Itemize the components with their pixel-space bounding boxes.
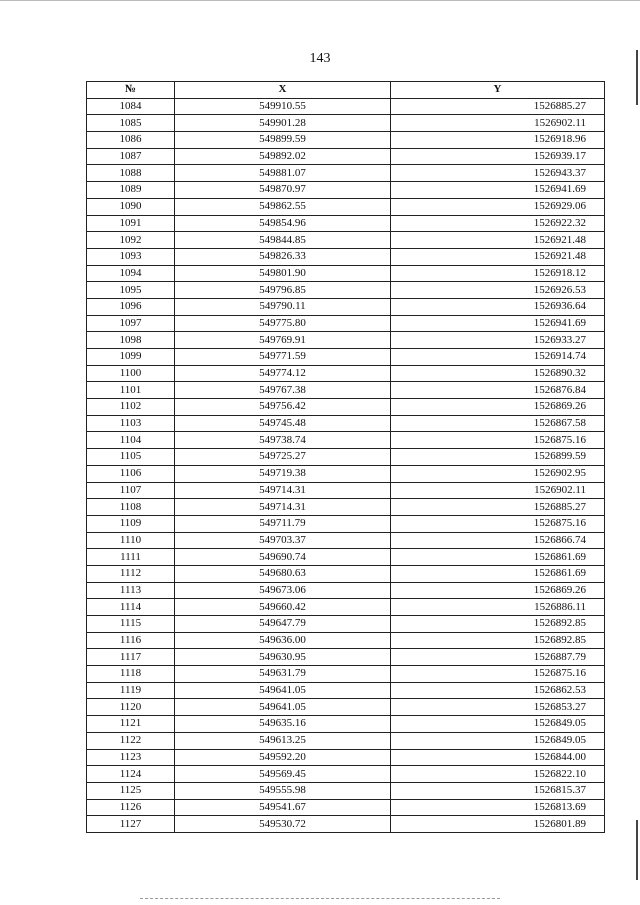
- cell-number: 1117: [87, 649, 175, 666]
- table-row: [87, 298, 605, 315]
- table-row: [87, 449, 605, 466]
- cell-x: 549641.05: [175, 699, 391, 716]
- cell-number: 1086: [87, 132, 175, 149]
- cell-y: 1526861.69: [391, 565, 605, 582]
- cell-y: 1526801.89: [391, 816, 605, 833]
- table-row: [87, 315, 605, 332]
- cell-y: 1526869.26: [391, 582, 605, 599]
- cell-y: 1526822.10: [391, 766, 605, 783]
- cell-y: 1526933.27: [391, 332, 605, 349]
- cell-number: 1106: [87, 465, 175, 482]
- cell-x: 549899.59: [175, 132, 391, 149]
- cell-y: 1526813.69: [391, 799, 605, 816]
- cell-number: 1114: [87, 599, 175, 616]
- cell-x: 549769.91: [175, 332, 391, 349]
- cell-y: 1526929.06: [391, 198, 605, 215]
- cell-number: 1103: [87, 415, 175, 432]
- cell-x: 549870.97: [175, 182, 391, 199]
- cell-number: 1127: [87, 816, 175, 833]
- cell-number: 1101: [87, 382, 175, 399]
- table-row: [87, 332, 605, 349]
- table-row: [87, 632, 605, 649]
- cell-number: 1118: [87, 666, 175, 683]
- cell-x: 549592.20: [175, 749, 391, 766]
- cell-number: 1116: [87, 632, 175, 649]
- table-row: [87, 248, 605, 265]
- cell-x: 549844.85: [175, 232, 391, 249]
- cell-x: 549801.90: [175, 265, 391, 282]
- cell-x: 549636.00: [175, 632, 391, 649]
- table-row: [87, 98, 605, 115]
- cell-y: 1526887.79: [391, 649, 605, 666]
- cell-x: 549680.63: [175, 565, 391, 582]
- table-row: [87, 482, 605, 499]
- table-row: [87, 649, 605, 666]
- cell-x: 549647.79: [175, 616, 391, 633]
- cell-y: 1526861.69: [391, 549, 605, 566]
- cell-number: 1113: [87, 582, 175, 599]
- cell-y: 1526849.05: [391, 716, 605, 733]
- cell-x: 549690.74: [175, 549, 391, 566]
- cell-y: 1526918.12: [391, 265, 605, 282]
- cell-y: 1526844.00: [391, 749, 605, 766]
- table-row: [87, 148, 605, 165]
- cell-x: 549641.05: [175, 682, 391, 699]
- cell-number: 1091: [87, 215, 175, 232]
- cell-number: 1126: [87, 799, 175, 816]
- cell-y: 1526853.27: [391, 699, 605, 716]
- cell-y: 1526815.37: [391, 782, 605, 799]
- table-row: [87, 399, 605, 416]
- cell-x: 549635.16: [175, 716, 391, 733]
- table-row: [87, 766, 605, 783]
- table-row: [87, 132, 605, 149]
- cell-y: 1526892.85: [391, 616, 605, 633]
- header-x: X: [175, 82, 391, 99]
- cell-number: 1122: [87, 732, 175, 749]
- cell-x: 549541.67: [175, 799, 391, 816]
- bottom-scan-artifact: [140, 898, 500, 899]
- table-row: [87, 349, 605, 366]
- cell-number: 1110: [87, 532, 175, 549]
- cell-x: 549630.95: [175, 649, 391, 666]
- table-header-row: [87, 82, 605, 99]
- cell-number: 1107: [87, 482, 175, 499]
- cell-number: 1119: [87, 682, 175, 699]
- cell-y: 1526875.16: [391, 666, 605, 683]
- cell-number: 1097: [87, 315, 175, 332]
- cell-number: 1105: [87, 449, 175, 466]
- cell-x: 549631.79: [175, 666, 391, 683]
- table-row: [87, 666, 605, 683]
- page-number: 143: [309, 51, 331, 66]
- table-row: [87, 782, 605, 799]
- table-row: [87, 465, 605, 482]
- cell-number: 1120: [87, 699, 175, 716]
- cell-y: 1526914.74: [391, 349, 605, 366]
- cell-number: 1094: [87, 265, 175, 282]
- cell-number: 1111: [87, 549, 175, 566]
- cell-x: 549714.31: [175, 482, 391, 499]
- table-row: [87, 549, 605, 566]
- cell-y: 1526902.11: [391, 482, 605, 499]
- table-row: [87, 716, 605, 733]
- cell-x: 549790.11: [175, 298, 391, 315]
- table-row: [87, 682, 605, 699]
- table-row: [87, 165, 605, 182]
- cell-y: 1526939.17: [391, 148, 605, 165]
- cell-x: 549826.33: [175, 248, 391, 265]
- cell-x: 549756.42: [175, 399, 391, 416]
- cell-y: 1526862.53: [391, 682, 605, 699]
- cell-y: 1526902.11: [391, 115, 605, 132]
- table-row: [87, 749, 605, 766]
- table-row: [87, 415, 605, 432]
- cell-number: 1121: [87, 716, 175, 733]
- cell-y: 1526926.53: [391, 282, 605, 299]
- cell-x: 549703.37: [175, 532, 391, 549]
- cell-number: 1089: [87, 182, 175, 199]
- cell-number: 1124: [87, 766, 175, 783]
- cell-number: 1125: [87, 782, 175, 799]
- cell-x: 549862.55: [175, 198, 391, 215]
- cell-number: 1098: [87, 332, 175, 349]
- cell-number: 1099: [87, 349, 175, 366]
- cell-y: 1526941.69: [391, 182, 605, 199]
- table-row: [87, 732, 605, 749]
- table-row: [87, 365, 605, 382]
- table-row: [87, 699, 605, 716]
- cell-x: 549910.55: [175, 98, 391, 115]
- cell-number: 1108: [87, 499, 175, 516]
- cell-number: 1088: [87, 165, 175, 182]
- table-row: [87, 499, 605, 516]
- cell-y: 1526922.32: [391, 215, 605, 232]
- table-body: [87, 98, 605, 832]
- cell-x: 549530.72: [175, 816, 391, 833]
- cell-number: 1104: [87, 432, 175, 449]
- cell-x: 549771.59: [175, 349, 391, 366]
- scan-edge-mark: [636, 820, 638, 880]
- cell-number: 1115: [87, 616, 175, 633]
- cell-y: 1526876.84: [391, 382, 605, 399]
- cell-y: 1526902.95: [391, 465, 605, 482]
- cell-x: 549767.38: [175, 382, 391, 399]
- table-row: [87, 515, 605, 532]
- coordinates-table: [86, 81, 605, 833]
- cell-y: 1526886.11: [391, 599, 605, 616]
- cell-y: 1526899.59: [391, 449, 605, 466]
- table-row: [87, 282, 605, 299]
- cell-number: 1085: [87, 115, 175, 132]
- cell-number: 1123: [87, 749, 175, 766]
- table-row: [87, 232, 605, 249]
- cell-x: 549719.38: [175, 465, 391, 482]
- cell-number: 1095: [87, 282, 175, 299]
- table-row: [87, 382, 605, 399]
- cell-x: 549774.12: [175, 365, 391, 382]
- cell-y: 1526941.69: [391, 315, 605, 332]
- cell-x: 549569.45: [175, 766, 391, 783]
- cell-x: 549854.96: [175, 215, 391, 232]
- table-row: [87, 265, 605, 282]
- cell-x: 549673.06: [175, 582, 391, 599]
- cell-x: 549660.42: [175, 599, 391, 616]
- cell-number: 1087: [87, 148, 175, 165]
- table-row: [87, 816, 605, 833]
- cell-x: 549775.80: [175, 315, 391, 332]
- cell-y: 1526921.48: [391, 232, 605, 249]
- cell-x: 549714.31: [175, 499, 391, 516]
- cell-x: 549555.98: [175, 782, 391, 799]
- table-row: [87, 215, 605, 232]
- cell-number: 1096: [87, 298, 175, 315]
- table-row: [87, 616, 605, 633]
- cell-x: 549901.28: [175, 115, 391, 132]
- cell-number: 1109: [87, 515, 175, 532]
- cell-y: 1526936.64: [391, 298, 605, 315]
- cell-y: 1526892.85: [391, 632, 605, 649]
- cell-y: 1526890.32: [391, 365, 605, 382]
- cell-y: 1526875.16: [391, 432, 605, 449]
- cell-number: 1092: [87, 232, 175, 249]
- table-row: [87, 198, 605, 215]
- table-row: [87, 582, 605, 599]
- cell-y: 1526849.05: [391, 732, 605, 749]
- table-row: [87, 599, 605, 616]
- cell-y: 1526875.16: [391, 515, 605, 532]
- cell-x: 549745.48: [175, 415, 391, 432]
- cell-x: 549613.25: [175, 732, 391, 749]
- top-rule: [0, 0, 640, 1]
- table-row: [87, 115, 605, 132]
- cell-number: 1084: [87, 98, 175, 115]
- table-row: [87, 432, 605, 449]
- cell-x: 549725.27: [175, 449, 391, 466]
- cell-y: 1526921.48: [391, 248, 605, 265]
- cell-number: 1093: [87, 248, 175, 265]
- cell-x: 549892.02: [175, 148, 391, 165]
- cell-y: 1526885.27: [391, 98, 605, 115]
- cell-y: 1526867.58: [391, 415, 605, 432]
- table-row: [87, 799, 605, 816]
- cell-number: 1090: [87, 198, 175, 215]
- cell-x: 549738.74: [175, 432, 391, 449]
- cell-number: 1100: [87, 365, 175, 382]
- cell-number: 1112: [87, 565, 175, 582]
- header-number: №: [87, 82, 175, 99]
- cell-number: 1102: [87, 399, 175, 416]
- cell-y: 1526918.96: [391, 132, 605, 149]
- header-y: Y: [391, 82, 605, 99]
- cell-y: 1526869.26: [391, 399, 605, 416]
- cell-y: 1526866.74: [391, 532, 605, 549]
- table-row: [87, 565, 605, 582]
- cell-x: 549796.85: [175, 282, 391, 299]
- cell-x: 549711.79: [175, 515, 391, 532]
- cell-y: 1526943.37: [391, 165, 605, 182]
- table-row: [87, 182, 605, 199]
- cell-y: 1526885.27: [391, 499, 605, 516]
- cell-x: 549881.07: [175, 165, 391, 182]
- table-row: [87, 532, 605, 549]
